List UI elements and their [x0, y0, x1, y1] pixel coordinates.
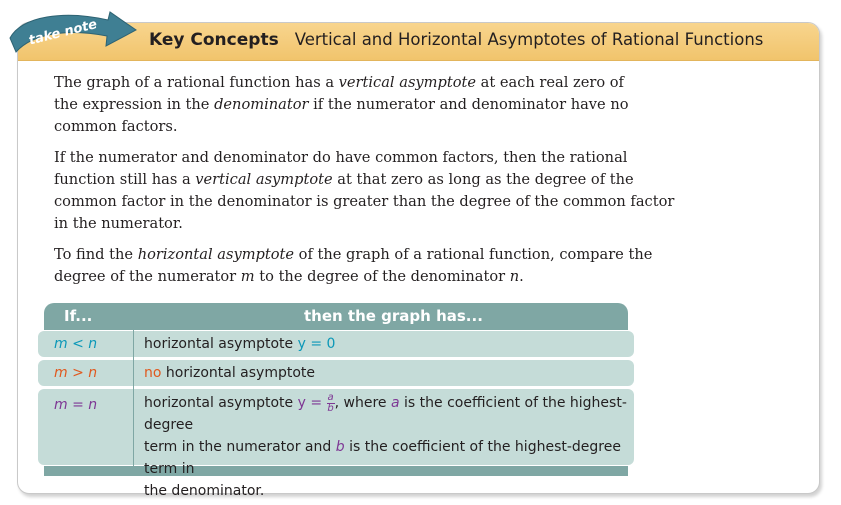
condition-m-equal-n: m = n	[54, 397, 98, 413]
fraction-a-over-b	[327, 393, 335, 414]
equation-y-0: y = 0	[297, 336, 336, 352]
header-then: then the graph has...	[304, 307, 483, 325]
text: is the coefficient of the highest-degree term in	[144, 439, 621, 477]
header-if: If...	[64, 307, 93, 325]
text: the denominator.	[144, 483, 265, 499]
paragraph-vertical-asymptote	[54, 72, 629, 138]
condition-m-less-n: m < n	[54, 336, 98, 352]
text: horizontal asymptote	[144, 395, 298, 411]
text: If the numerator and denominator do have common factors, then the rational	[54, 149, 628, 166]
text: at that zero as long as the degree of the	[332, 171, 634, 188]
concept-title: Vertical and Horizontal Asymptotes of Rational Functions	[294, 30, 764, 49]
text: at each real zero of	[476, 74, 624, 91]
var-a: a	[391, 395, 400, 411]
text: horizontal asymptote	[161, 365, 316, 381]
text: to the degree of the denominator	[254, 268, 510, 285]
text: common factor in the denominator is greater than the degree of the common factor	[54, 193, 675, 210]
header-title	[149, 30, 763, 50]
result-row-3	[144, 392, 639, 502]
frac-numerator: a	[327, 391, 334, 403]
table-header	[44, 303, 628, 330]
condition-m-greater-n: m > n	[54, 365, 98, 381]
text: The graph of a rational function has a	[54, 74, 339, 91]
var-b: b	[335, 439, 345, 455]
paragraph-horizontal-asymptote	[54, 244, 652, 288]
equation-lhs: y =	[297, 395, 327, 411]
paragraph-common-factors	[54, 147, 674, 235]
term-denominator: denominator	[214, 96, 309, 113]
text: is the coefficient of the highest-degree	[144, 395, 627, 433]
text: if the numerator and denominator have no	[308, 96, 629, 113]
text: term in the numerator and	[144, 439, 336, 455]
no-label: no	[144, 365, 162, 381]
text: , where	[334, 395, 391, 411]
text: the expression in the	[54, 96, 215, 113]
column-divider	[133, 303, 134, 466]
key-concepts-label: Key Concepts	[149, 30, 279, 50]
result-row-2	[144, 362, 639, 384]
text: of the graph of a rational function, compare the	[294, 246, 653, 263]
text: To find the	[54, 246, 138, 263]
asymptote-table	[26, 303, 638, 499]
text: horizontal asymptote	[144, 336, 298, 352]
text: .	[519, 268, 524, 285]
var-n: n	[509, 268, 520, 285]
text: common factors.	[54, 118, 178, 135]
text: in the numerator.	[54, 215, 183, 232]
result-row-1	[144, 333, 639, 355]
take-note-badge	[4, 8, 144, 54]
take-note-text: take note	[27, 17, 99, 49]
term-horizontal-asymptote: horizontal asymptote	[137, 246, 295, 263]
frac-denominator: b	[327, 402, 334, 414]
text: function still has a	[54, 171, 196, 188]
term-vertical-asymptote: vertical asymptote	[195, 171, 333, 188]
text: degree of the numerator	[54, 268, 241, 285]
term-vertical-asymptote: vertical asymptote	[338, 74, 477, 91]
var-m: m	[240, 268, 255, 285]
